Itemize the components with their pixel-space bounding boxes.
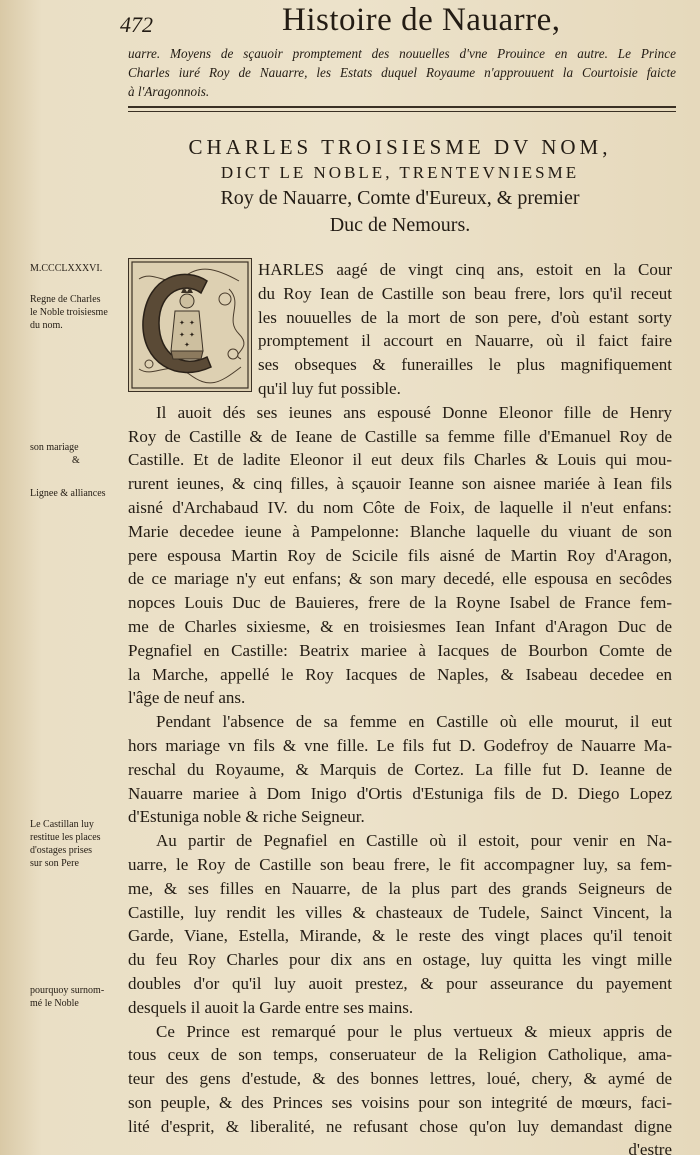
svg-text:✦: ✦ bbox=[189, 331, 195, 339]
body-line: pere espousa Martin Roy de Scicile fils aisné de Martin Roy d'Aragon, bbox=[128, 545, 672, 565]
body-line: nopces Louis Duc de Bauieres, frere de la Royne Isabel de France fem- bbox=[128, 593, 672, 613]
running-title: Histoire de Nauarre, bbox=[282, 2, 561, 38]
margin-note-year bbox=[30, 262, 122, 275]
margin-line: Le Castillan luy bbox=[30, 819, 94, 830]
body-line: rurent ieunes, & cinq filles, à sçauoir Ieanne son aisnee mariée à Iean fils bbox=[128, 474, 672, 494]
body-line: HARLES aagé de vingt cinq ans, estoit en la Cour bbox=[258, 260, 672, 279]
body-line: desquels il auoit la Garde entre ses mains. bbox=[128, 997, 414, 1017]
summary-line: uarre. Moyens de sçauoir promptement des nouuelles d'vne Prouince en autre. Le Prince bbox=[128, 46, 676, 61]
body-line: Roy de Castille & de Ieane de Castille sa femme fille d'Emanuel Roy de bbox=[128, 426, 672, 446]
svg-text:✦: ✦ bbox=[189, 319, 195, 327]
margin-note-lignee bbox=[30, 487, 122, 500]
body-line: teur des gens d'estude, & des bonnes lettres, loué, chery, & aymé de bbox=[128, 1069, 672, 1089]
chapter-title bbox=[120, 133, 680, 239]
margin-line: restitue les places bbox=[30, 832, 101, 843]
margin-line: Regne de Charles bbox=[30, 294, 101, 305]
chapter-summary bbox=[128, 44, 676, 101]
svg-text:✦: ✦ bbox=[179, 319, 185, 327]
svg-text:✦: ✦ bbox=[179, 331, 185, 339]
chapter-title-line: CHARLES TROISIESME DV NOM, bbox=[188, 135, 612, 159]
body-line: lité d'esprit, & liberalité, ne refusant chose qu'on luy demandast digne bbox=[128, 1116, 672, 1136]
margin-line: mé le Noble bbox=[30, 998, 79, 1009]
body-line: la Marche, appellé le Roy Iacques de Naples, & Isabeau decedee en bbox=[128, 664, 672, 684]
body-line: Marie decedee ieune à Pampelonne: Blanche laquelle du viuant de son bbox=[128, 521, 672, 541]
divider-rule bbox=[128, 106, 676, 108]
margin-line: le Noble troisiesme bbox=[30, 307, 108, 318]
svg-text:✦: ✦ bbox=[184, 341, 190, 349]
body-line: d'Estuniga noble & riche Seigneur. bbox=[128, 807, 365, 827]
body-line: Ce Prince est remarqué pour le plus vertueux & mieux appris de bbox=[156, 1021, 672, 1041]
body-line: me, & ses filles en Nauarre, de la plus part des grands Seigneurs de bbox=[128, 878, 672, 898]
summary-line: à l'Aragonnois. bbox=[128, 84, 210, 99]
body-line: Castille. Et de ladite Eleonor il eut deux fils Charles & Louis qui mou- bbox=[128, 450, 672, 470]
body-line: Nauarre mariee à Dom Inigo d'Ortis d'Estuniga fils de D. Diego Lopez bbox=[128, 783, 672, 803]
margin-line: Lignee & alliances bbox=[30, 488, 106, 499]
body-line: Pegnafiel en Castille: Beatrix mariee à Iacques de Bourbon Comte de bbox=[128, 640, 672, 660]
body-line: ses obseques & funerailles le plus magnifiquement bbox=[258, 355, 672, 375]
body-line: de ce mariage n'y eut enfans; & son mary decedé, elle espousa en secôdes bbox=[128, 569, 672, 589]
body-line: me de Charles sixiesme, & en troisiesmes Iean Infant d'Aragon Duc de bbox=[128, 616, 672, 636]
body-line: du Roy Iean de Castille son beau frere, lors qu'il receut bbox=[258, 283, 672, 303]
body-line: hors mariage vn fils & vne fille. Le fils fut D. Godefroy de Nauarre Ma- bbox=[128, 735, 672, 755]
margin-note-pourquoy bbox=[30, 984, 122, 1010]
body-line: qu'il luy fut possible. bbox=[258, 378, 401, 398]
margin-line: son mariage bbox=[30, 442, 79, 453]
body-line: du feu Roy Charles pour dix ans en ostage, luy quitta les vingt mille bbox=[128, 950, 672, 970]
summary-line: Charles iuré Roy de Nauarre, les Estats duquel Royaume n'approuuent la Courtoisie faicte bbox=[128, 65, 676, 80]
body-line: Garde, Viane, Estella, Mirande, & le reste des vingt places qu'il tenoit bbox=[128, 926, 672, 946]
divider-rule bbox=[128, 111, 676, 112]
margin-note-mariage bbox=[30, 441, 122, 467]
margin-line: & bbox=[72, 455, 80, 466]
chapter-title-line: Duc de Nemours. bbox=[329, 214, 471, 236]
body-text bbox=[128, 258, 672, 1155]
body-line: Castille, luy rendit les villes & chasteaux de Tudele, Sainct Vincent, la bbox=[128, 902, 672, 922]
body-line: doubles d'or qu'il luy auoit prestez, & pour asseurance du payement bbox=[128, 973, 672, 993]
page-number: 472 bbox=[120, 12, 153, 37]
margin-line: pourquoy surnom- bbox=[30, 985, 105, 996]
body-line: promptement il accourt en Nauarre, où il faict faire bbox=[258, 331, 672, 351]
margin-note-castillan bbox=[30, 818, 122, 870]
body-line: son peuple, & des Princes ses voisins pour son integrité de mœurs, faci- bbox=[128, 1092, 672, 1112]
margin-line: M.CCCLXXXVI. bbox=[30, 263, 103, 274]
margin-line: d'ostages prises bbox=[30, 845, 93, 856]
body-line: Au partir de Pegnafiel en Castille où il estoit, pour venir en Na- bbox=[156, 831, 672, 851]
chapter-title-line: DICT LE NOBLE, TRENTEVNIESME bbox=[220, 163, 580, 182]
chapter-title-line: Roy de Nauarre, Comte d'Eureux, & premier bbox=[220, 187, 580, 209]
margin-line: du nom. bbox=[30, 320, 63, 331]
body-line: tous ceux de son temps, conseruateur de la Religion Catholique, ama- bbox=[128, 1045, 672, 1065]
body-line: d'estre bbox=[628, 1140, 672, 1155]
body-line: les nouuelles de la mort de son pere, d'où estant sorty bbox=[258, 307, 672, 327]
body-line: l'âge de neuf ans. bbox=[128, 688, 246, 708]
margin-line: sur son Pere bbox=[30, 858, 79, 869]
margin-note-regne bbox=[30, 293, 122, 332]
body-line: aisné d'Archabaud IV. du nom Côte de Foix, de laquelle il n'eut enfans: bbox=[128, 497, 672, 517]
body-line: Il auoit dés ses ieunes ans espousé Donne Eleonor fille de Henry bbox=[156, 402, 672, 422]
body-line: Pendant l'absence de sa femme en Castille où elle mourut, il eut bbox=[156, 712, 672, 732]
body-line: uarre, le Roy de Castille son beau frere, le fit accompagner luy, sa fem- bbox=[128, 854, 672, 874]
page-header bbox=[120, 2, 680, 42]
body-line: reschal du Royaume, & Marquis de Cortez. La fille fut D. Ieanne de bbox=[128, 759, 672, 779]
